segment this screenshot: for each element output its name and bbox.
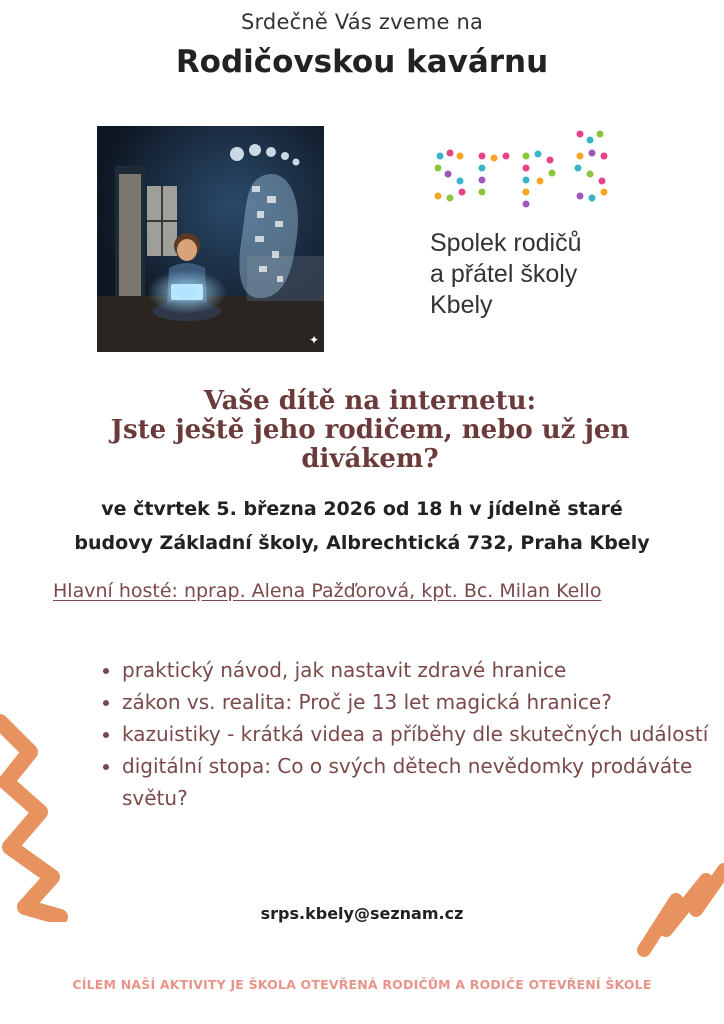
event-title-line: divákem? bbox=[301, 444, 439, 474]
intro-text: Srdečně Vás zveme na bbox=[240, 10, 484, 34]
logo-name-line: a přátel školy bbox=[430, 260, 578, 288]
event-details bbox=[10, 492, 714, 560]
child-digital-footprint-image bbox=[97, 126, 324, 352]
logo-name-line: Spolek rodičů bbox=[430, 229, 582, 257]
srps-logo bbox=[420, 126, 640, 326]
event-details-line: budovy Základní školy, Albrechtická 732, Praha Kbely bbox=[74, 532, 650, 554]
list-item: • zákon vs. realita: Proč je 13 let magická hranice? bbox=[122, 686, 712, 718]
contact-email: srps.kbely@seznam.cz bbox=[260, 904, 464, 923]
list-item: • digitální stopa: Co o svých dětech nevědomky prodáváte světu? bbox=[122, 750, 712, 814]
left-swoosh-decoration bbox=[0, 712, 70, 922]
page-title: Rodičovskou kavárnu bbox=[175, 44, 549, 80]
logo-name-line: Kbely bbox=[430, 291, 493, 319]
logo-organization-name bbox=[430, 228, 640, 321]
event-details-line: ve čtvrtek 5. března 2026 od 18 h v jídelně staré bbox=[101, 498, 623, 520]
illustration-svg bbox=[97, 126, 324, 352]
list-item: • praktický návod, jak nastavit zdravé hranice bbox=[122, 654, 712, 686]
event-title bbox=[40, 387, 700, 474]
motto-footer: CÍLEM NAŠÍ AKTIVITY JE ŠKOLA OTEVŘENÁ RODIČŮM A RODIČE OTEVŘENÍ ŠKOLE bbox=[72, 977, 652, 992]
topic-list bbox=[100, 654, 712, 814]
list-item: • kazuistiky - krátká videa a příběhy dle skutečných událostí bbox=[122, 718, 712, 750]
svg-text:✦: ✦ bbox=[309, 333, 320, 347]
main-guests: Hlavní hosté: nprap. Alena Pažďorová, kpt. Bc. Milan Kello bbox=[53, 580, 602, 602]
srps-dot-logo-icon bbox=[420, 126, 620, 226]
event-title-line: Vaše dítě na internetu: bbox=[203, 386, 537, 416]
event-title-line: Jste ještě jeho rodičem, nebo už jen bbox=[110, 415, 630, 445]
